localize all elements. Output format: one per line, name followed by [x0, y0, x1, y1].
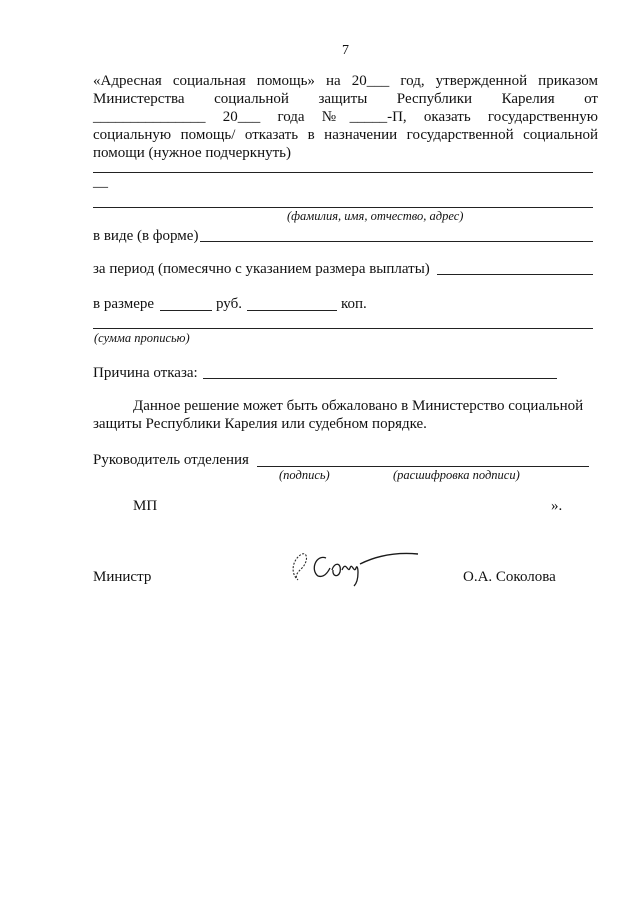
paragraph-line-3: _______________ 20___ года №_____-П, оказать государственную [93, 109, 598, 125]
period-input-line[interactable] [437, 274, 593, 275]
paragraph-line-2: Министерства социальной защиты Республики Карелия от [93, 91, 598, 107]
kop-label: коп. [341, 296, 367, 312]
fio-caption: (фамилия, имя, отчество, адрес) [287, 209, 464, 223]
decode-caption: (расшифровка подписи) [393, 468, 520, 482]
period-label: за период (помесячно с указанием размера выплаты) [93, 261, 430, 277]
minister-label: Министр [93, 569, 152, 585]
minister-name: О.А. Соколова [463, 569, 556, 585]
form-input-line[interactable] [200, 241, 593, 242]
amount-words-line[interactable] [93, 328, 593, 329]
head-signature-line[interactable] [257, 466, 589, 467]
rub-input-line[interactable] [160, 310, 212, 311]
closing-quote: ». [551, 498, 563, 514]
rub-label: руб. [216, 296, 242, 312]
stamp-label: МП [133, 498, 158, 514]
amount-caption: (сумма прописью) [94, 331, 190, 345]
fio-line-1[interactable] [93, 172, 593, 173]
amount-prefix: в размере [93, 296, 155, 312]
fio-line-2[interactable] [93, 207, 593, 208]
paragraph-line-4: социальную помощь/ отказать в назначении государственной социальной [93, 127, 598, 143]
kop-input-line[interactable] [247, 310, 337, 311]
handwritten-signature-icon [286, 540, 426, 590]
page-number: 7 [342, 43, 349, 58]
paragraph-line-1: «Адресная социальная помощь» на 20___ год, утвержденной приказом [93, 73, 598, 89]
appeal-line-1: Данное решение может быть обжаловано в Министерство социальной [133, 398, 584, 414]
paragraph-line-5: помощи (нужное подчеркнуть) [93, 145, 292, 161]
head-label: Руководитель отделения [93, 452, 249, 468]
form-label: в виде (в форме) [93, 228, 199, 244]
appeal-line-2: защиты Республики Карелия или судебном порядке. [93, 416, 427, 432]
refusal-label: Причина отказа: [93, 365, 198, 381]
refusal-input-line[interactable] [203, 378, 557, 379]
signature-caption: (подпись) [279, 468, 330, 482]
dash-mark: — [93, 179, 108, 195]
